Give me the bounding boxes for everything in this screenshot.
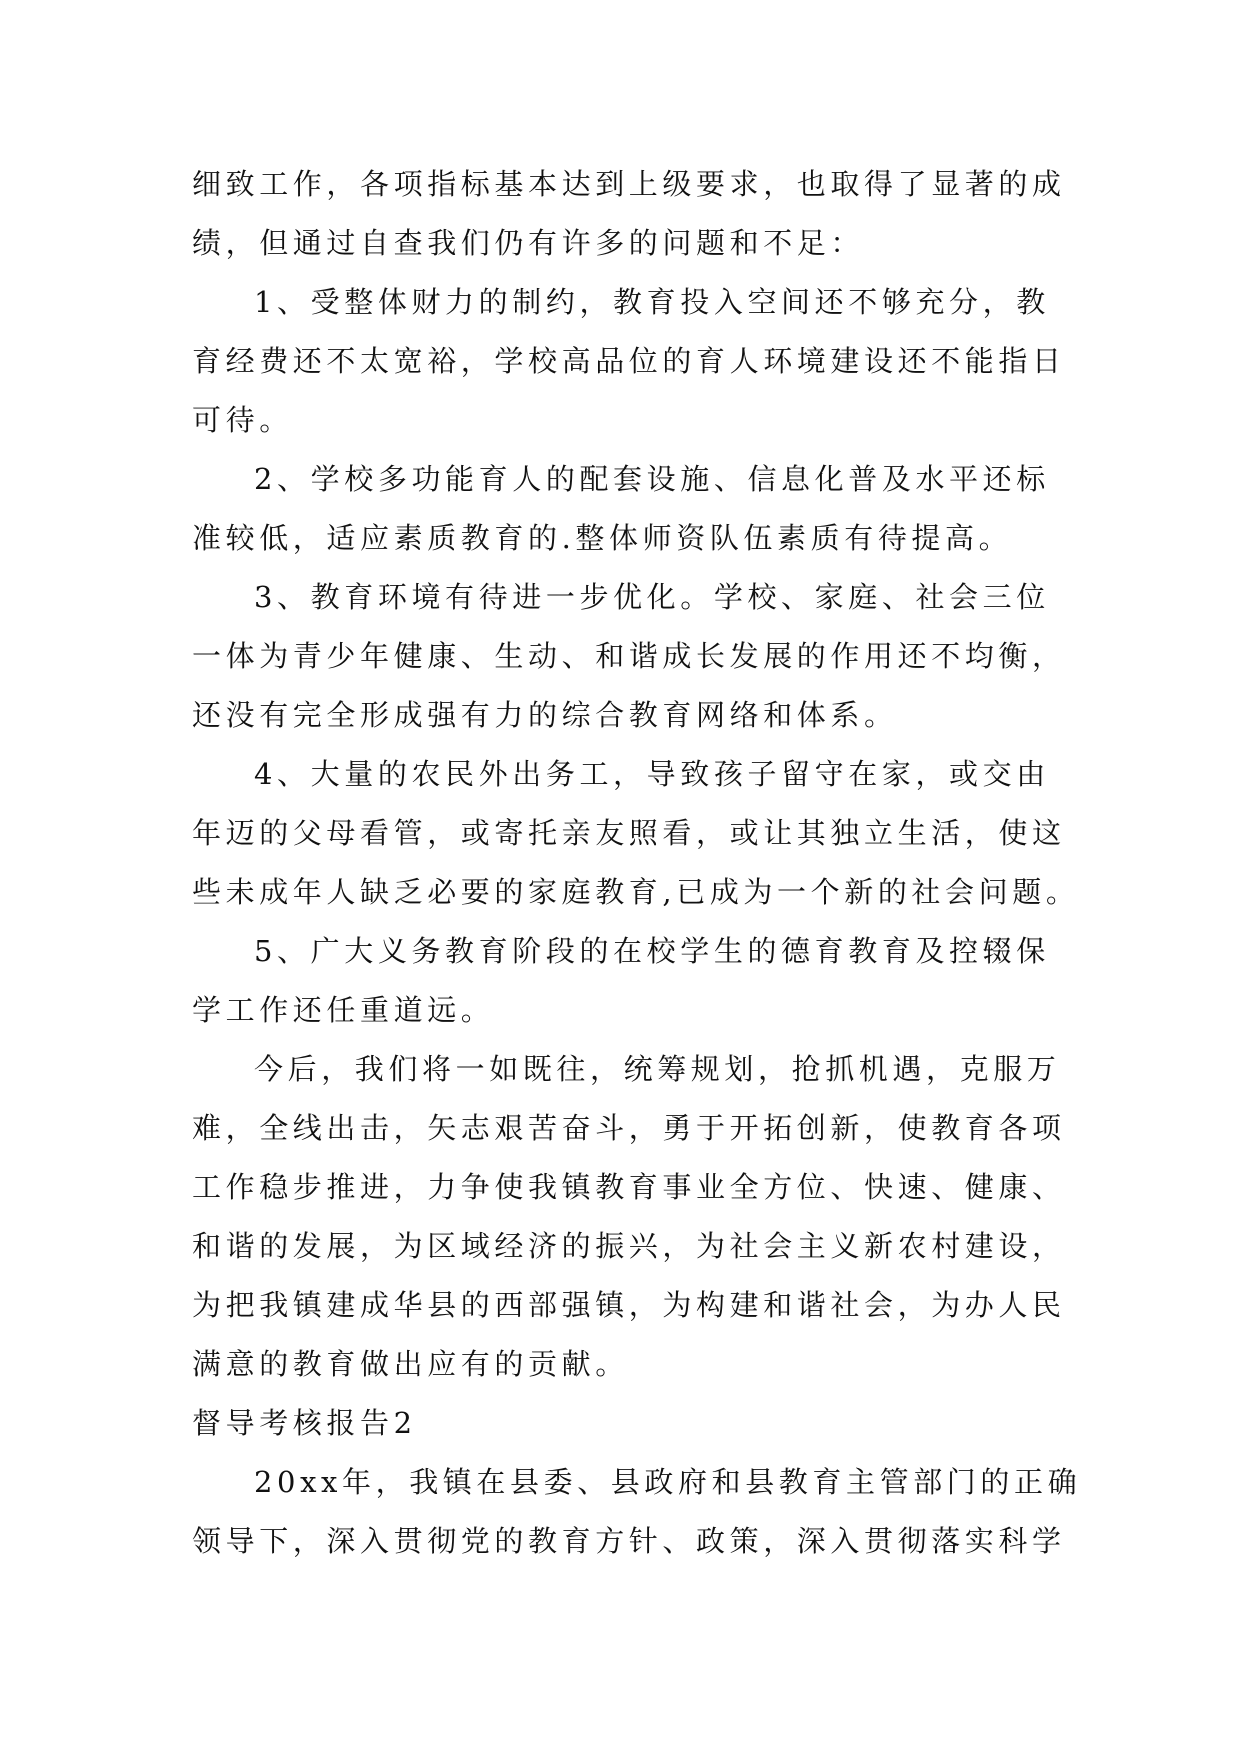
text-line: 细致工作，各项指标基本达到上级要求，也取得了显著的成 <box>192 167 1066 201</box>
text-line: 满意的教育做出应有的贡献。 <box>192 1347 629 1381</box>
text-line: 准较低，适应素质教育的.整体师资队伍素质有待提高。 <box>192 521 1013 555</box>
text-line: 3、教育环境有待进一步优化。学校、家庭、社会三位 <box>254 580 1050 614</box>
text-line: 4、大量的农民外出务工，导致孩子留守在家，或交由 <box>254 757 1050 791</box>
text-line: 2、学校多功能育人的配套设施、信息化普及水平还标 <box>254 462 1050 496</box>
text-line: 为把我镇建成华县的西部强镇，为构建和谐社会，为办人民 <box>192 1288 1066 1322</box>
text-line: 些未成年人缺乏必要的家庭教育,已成为一个新的社会问题。 <box>192 875 1080 909</box>
text-line: 年迈的父母看管，或寄托亲友照看，或让其独立生活，使这 <box>192 816 1066 850</box>
text-line: 1、受整体财力的制约，教育投入空间还不够充分，教 <box>254 285 1050 319</box>
text-line: 学工作还任重道远。 <box>192 993 495 1027</box>
text-line: 绩，但通过自查我们仍有许多的问题和不足： <box>192 226 865 260</box>
text-line: 今后，我们将一如既往，统筹规划，抢抓机遇，克服万 <box>254 1052 1061 1086</box>
text-line: 可待。 <box>192 403 293 437</box>
text-line: 育经费还不太宽裕，学校高品位的育人环境建设还不能指日 <box>192 344 1066 378</box>
text-line: 20xx年，我镇在县委、县政府和县教育主管部门的正确 <box>254 1465 1082 1499</box>
text-line: 工作稳步推进，力争使我镇教育事业全方位、快速、健康、 <box>192 1170 1066 1204</box>
text-line: 一体为青少年健康、生动、和谐成长发展的作用还不均衡， <box>192 639 1066 673</box>
text-line: 还没有完全形成强有力的综合教育网络和体系。 <box>192 698 898 732</box>
text-line: 5、广大义务教育阶段的在校学生的德育教育及控辍保 <box>254 934 1050 968</box>
text-line: 难，全线出击，矢志艰苦奋斗，勇于开拓创新，使教育各项 <box>192 1111 1066 1145</box>
text-line: 和谐的发展，为区域经济的振兴，为社会主义新农村建设， <box>192 1229 1066 1263</box>
document-body <box>192 155 1082 1571</box>
section-heading: 督导考核报告2 <box>192 1406 417 1440</box>
text-line: 领导下，深入贯彻党的教育方针、政策，深入贯彻落实科学 <box>192 1524 1066 1558</box>
